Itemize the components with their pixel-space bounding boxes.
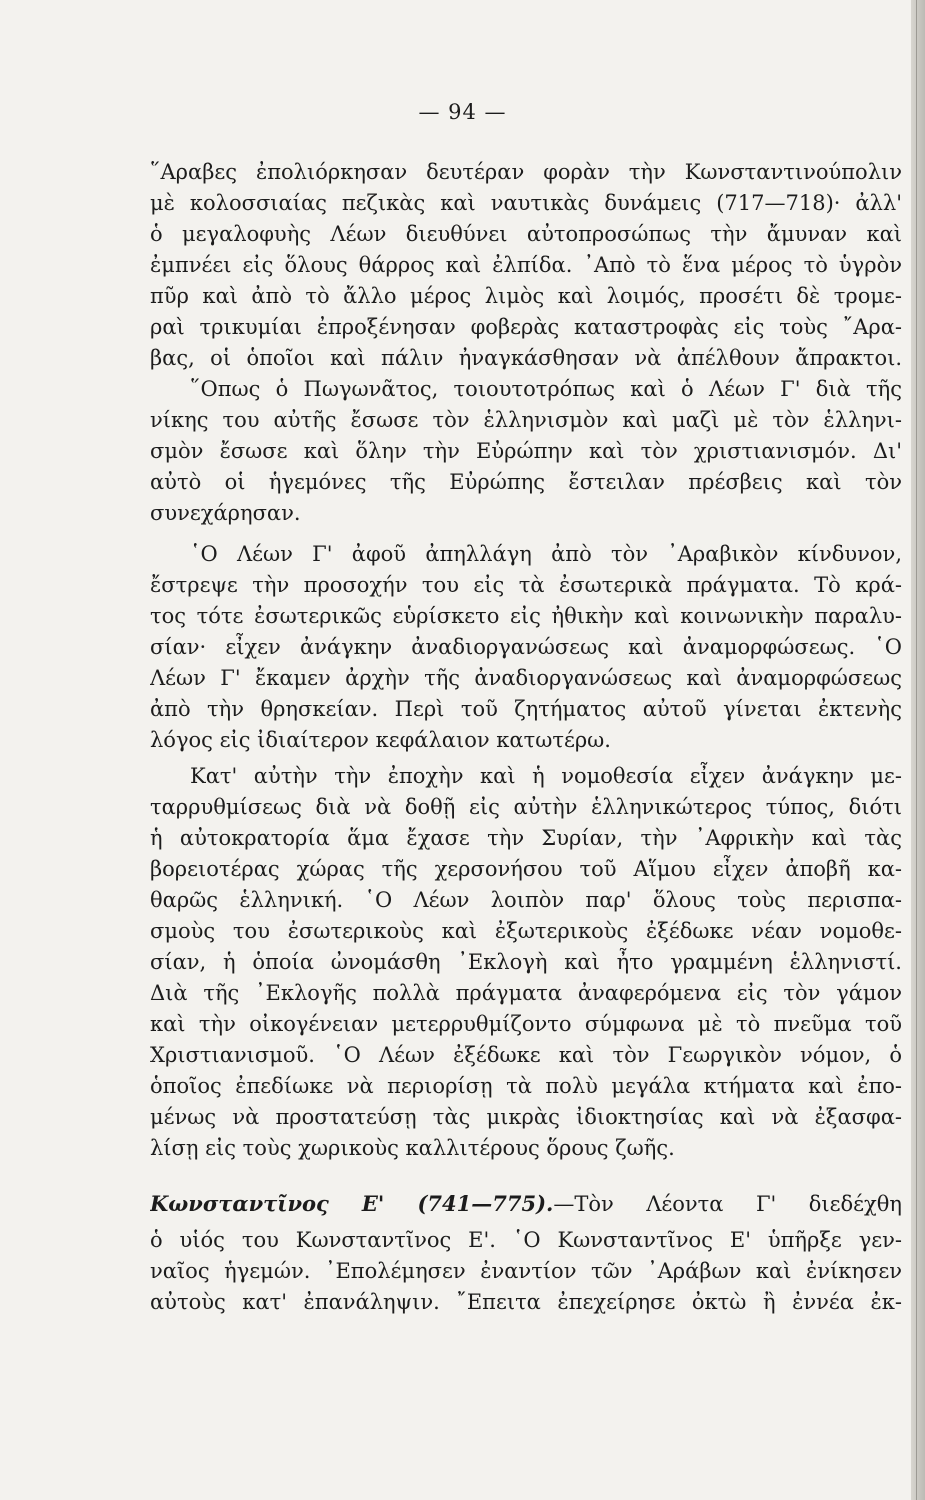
text-line: μένως νὰ προστατεύσῃ τὰς μικρὰς ἰδιοκτησίας καὶ νὰ ἐξασφα-	[150, 1105, 902, 1129]
page-edge-line	[916, 0, 917, 1500]
text-line: αὐτοὺς κατ' ἐπανάληψιν. ῎Επειτα ἐπεχείρησε ὀκτὼ ἢ ἐννέα ἐκ-	[150, 1290, 902, 1314]
text-line: ῾Ο Λέων Γ' ἀφοῦ ἀπηλλάγη ἀπὸ τὸν ᾽Αραβικὸν κίνδυνον,	[190, 542, 902, 566]
page-edge	[911, 0, 925, 1500]
text-line: ὁ υἱός του Κωνσταντῖνος Ε'. ῾Ο Κωνσταντῖνος Ε' ὑπῆρξε γεν-	[150, 1228, 902, 1252]
section-heading-line	[150, 1190, 902, 1218]
text-line: πῦρ καὶ ἀπὸ τὸ ἄλλο μέρος λιμὸς καὶ λοιμός, προσέτι δὲ τρομε-	[150, 284, 902, 308]
text-line: ραὶ τρικυμίαι ἐπροξένησαν φοβερὰς καταστροφὰς εἰς τοὺς ῎Αρα-	[150, 315, 902, 339]
text-line: συνεχάρησαν.	[150, 501, 301, 525]
text-line: ὁποῖος ἐπεδίωκε νὰ περιορίσῃ τὰ πολὺ μεγάλα κτήματα καὶ ἐπο-	[150, 1074, 902, 1098]
text-line: νίκης του αὐτῆς ἔσωσε τὸν ἑλληνισμὸν καὶ μαζὶ μὲ τὸν ἑλληνι-	[150, 408, 902, 432]
section-heading: Κωνσταντῖνος Ε' (741—775).	[150, 1191, 554, 1216]
text-line: σίαν· εἶχεν ἀνάγκην ἀναδιοργανώσεως καὶ ἀναμορφώσεως. ῾Ο	[150, 635, 902, 659]
text-line: μὲ κολοσσιαίας πεζικὰς καὶ ναυτικὰς δυνάμεις (717—718)· ἀλλ'	[150, 191, 902, 215]
text-line: τος τότε ἐσωτερικῶς εὑρίσκετο εἰς ἠθικὴν καὶ κοινωνικὴν παραλυ-	[150, 604, 902, 628]
text-line: ἔστρεψε τὴν προσοχήν του εἰς τὰ ἐσωτερικὰ πράγματα. Τὸ κρά-	[150, 573, 902, 597]
text-line: λίσῃ εἰς τοὺς χωρικοὺς καλλιτέρους ὅρους ζωῆς.	[150, 1136, 675, 1160]
text-line: ὁ μεγαλοφυὴς Λέων διευθύνει αὐτοπροσώπως τὴν ἄμυναν καὶ	[150, 222, 902, 246]
text-line: αὐτὸ οἱ ἡγεμόνες τῆς Εὐρώπης ἔστειλαν πρέσβεις καὶ τὸν	[150, 470, 902, 494]
text-line: σμοὺς του ἐσωτερικοὺς καὶ ἐξωτερικοὺς ἐξέδωκε νέαν νομοθε-	[150, 919, 902, 943]
text-line: ἀπὸ τὴν θρησκείαν. Περὶ τοῦ ζητήματος αὐτοῦ γίνεται ἐκτενὴς	[150, 697, 902, 721]
text-line: Χριστιανισμοῦ. ῾Ο Λέων ἐξέδωκε καὶ τὸν Γεωργικὸν νόμον, ὁ	[150, 1043, 902, 1067]
text-line: ταρρυθμίσεως διὰ νὰ δοθῇ εἰς αὐτὴν ἑλληνικώτερος τύπος, διότι	[150, 795, 902, 819]
text-line: ναῖος ἡγεμών. ᾽Επολέμησεν ἐναντίον τῶν ᾽Αράβων καὶ ἐνίκησεν	[150, 1259, 902, 1283]
text-line: ῞Αραβες ἐπολιόρκησαν δευτέραν φορὰν τὴν Κωνσταντινούπολιν	[150, 160, 902, 184]
text-line: Κατ' αὐτὴν τὴν ἐποχὴν καὶ ἡ νομοθεσία εἶχεν ἀνάγκην με-	[190, 764, 902, 788]
text-line: σμὸν ἔσωσε καὶ ὅλην τὴν Εὐρώπην καὶ τὸν χριστιανισμόν. Δι'	[150, 439, 902, 463]
text-line: σίαν, ἡ ὁποία ὠνομάσθη ᾽Εκλογὴ καὶ ἦτο γραμμένη ἑλληνιστί.	[150, 950, 902, 974]
text-line: ῞Οπως ὁ Πωγωνᾶτος, τοιουτοτρόπως καὶ ὁ Λέων Γ' διὰ τῆς	[190, 377, 902, 401]
text-line: Λέων Γ' ἔκαμεν ἀρχὴν τῆς ἀναδιοργανώσεως καὶ ἀναμορφώσεως	[150, 666, 902, 690]
text-line: ἐμπνέει εἰς ὅλους θάρρος καὶ ἐλπίδα. ᾽Απὸ τὸ ἕνα μέρος τὸ ὑγρὸν	[150, 253, 902, 277]
section-heading-rest: —Τὸν Λέοντα Γ' διεδέχθη	[553, 1192, 902, 1216]
text-line: ἡ αὐτοκρατορία ἅμα ἔχασε τὴν Συρίαν, τὴν ᾽Αφρικὴν καὶ τὰς	[150, 826, 902, 850]
text-line: θαρῶς ἑλληνική. ῾Ο Λέων λοιπὸν παρ' ὅλους τοὺς περισπα-	[150, 888, 902, 912]
page-number: — 94 —	[418, 100, 507, 124]
text-line: βας, οἱ ὁποῖοι καὶ πάλιν ἠναγκάσθησαν νὰ ἀπέλθουν ἄπρακτοι.	[150, 346, 902, 370]
text-line: καὶ τὴν οἰκογένειαν μετερρυθμίζοντο σύμφωνα μὲ τὸ πνεῦμα τοῦ	[150, 1012, 902, 1036]
text-line: Διὰ τῆς ᾽Εκλογῆς πολλὰ πράγματα ἀναφερόμενα εἰς τὸν γάμον	[150, 981, 902, 1005]
text-line: βορειοτέρας χώρας τῆς χερσονήσου τοῦ Αἵμου εἶχεν ἀποβῆ κα-	[150, 857, 902, 881]
text-line: λόγος εἰς ἰδιαίτερον κεφάλαιον κατωτέρω.	[150, 728, 611, 752]
